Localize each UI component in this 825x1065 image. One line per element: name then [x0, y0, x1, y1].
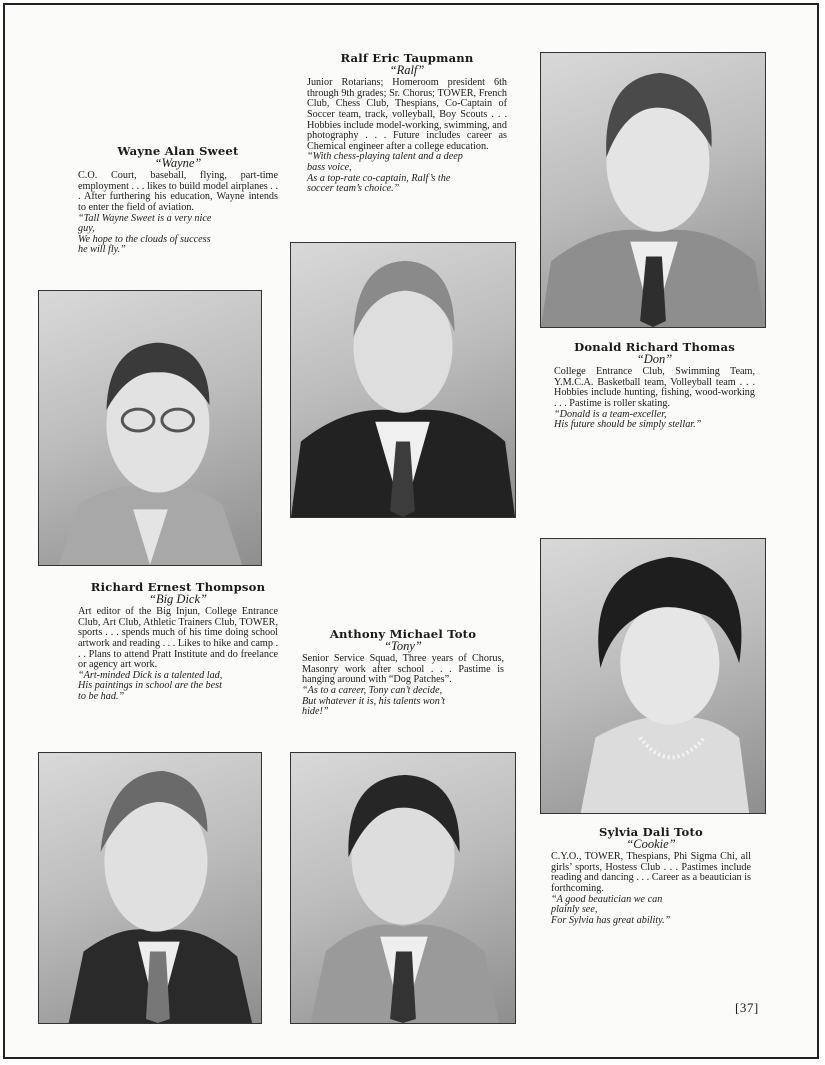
- senior-quote: “Art-minded Dick is a talented lad, His paintings in school are the best to be had.”: [78, 669, 223, 702]
- entry-wayne-sweet: [78, 146, 278, 256]
- senior-quote: “Tall Wayne Sweet is a very nice guy, We hope to the clouds of success he will fly.”: [78, 212, 212, 256]
- senior-name: Anthony Michael Toto: [329, 627, 477, 641]
- entry-ralf-taupmann: [307, 53, 507, 195]
- portrait-donald-thomas: [540, 52, 766, 328]
- senior-name: Ralf Eric Taupmann: [340, 51, 474, 65]
- portrait-ralf-taupmann: [290, 242, 516, 518]
- portrait-richard-thompson: [38, 752, 262, 1024]
- senior-activities: Senior Service Squad, Three years of Chorus, Masonry work after school . . . Pastime is hanging around with “Dog Patches”.: [302, 653, 504, 686]
- portrait-sylvia-toto: [540, 538, 766, 814]
- senior-quote: “A good beautician we can plainly see, For Sylvia has great ability.”: [551, 893, 671, 926]
- senior-name: Richard Ernest Thompson: [90, 580, 266, 594]
- portrait-wayne-sweet: [38, 290, 262, 566]
- senior-quote: “With chess-playing talent and a deep bass voice, As a top-rate co-captain, Ralf’s the soccer team’s choice.”: [307, 151, 463, 195]
- senior-activities: Junior Rotarians; Homeroom president 6th through 9th grades; Sr. Chorus; TOWER, French Club, Chess Club, Thespians, Co-Captain of Soccer team, track, volleyball, Boy Scouts . . . Hobbies include model-working, swimming, and photography . . . Future includes career as Chemical engineer after a college education.: [307, 77, 507, 152]
- senior-nickname: “Ralf”: [389, 62, 425, 77]
- senior-quote: “As to a career, Tony can’t decide, But whatever it is, his talents won’t hide!”: [302, 684, 445, 718]
- senior-activities: C.Y.O., TOWER, Thespians, Phi Sigma Chi, all girls’ sports, Hostess Club . . . Pastimes include reading and dancing . . . Career as a beautician is forthcoming.: [551, 851, 751, 894]
- page-number: [37]: [735, 1000, 759, 1015]
- senior-name: Wayne Alan Sweet: [117, 144, 239, 158]
- senior-nickname: “Tony”: [384, 638, 422, 653]
- senior-quote: “Donald is a team-exceller, His future should be simply stellar.”: [554, 408, 702, 431]
- entry-anthony-toto: [302, 629, 504, 718]
- senior-activities: C.O. Court, baseball, flying, part-time employment . . . likes to build model airplanes . . . After furthering his education, Wayne intends to enter the field of aviation.: [78, 170, 278, 213]
- entry-donald-thomas: [554, 342, 755, 431]
- entry-sylvia-toto: [551, 827, 751, 926]
- senior-activities: Art editor of the Big Injun, College Entrance Club, Art Club, Athletic Trainers Club, TOWER, sports . . . spends much of his time doing school artwork and reading . . . Likes to hike and camp . . . Plans to attend Pratt Institute and do freelance or agency art work.: [78, 606, 279, 671]
- senior-nickname: “Don”: [636, 351, 673, 366]
- senior-name: Donald Richard Thomas: [574, 340, 735, 354]
- entry-richard-thompson: [78, 582, 278, 703]
- senior-nickname: “Wayne”: [154, 155, 202, 170]
- portrait-anthony-toto: [290, 752, 516, 1024]
- senior-nickname: “Cookie”: [626, 836, 676, 851]
- senior-activities: College Entrance Club, Swimming Team, Y.M.C.A. Basketball team, Volleyball team . . . Hobbies include hunting, fishing, wood-working . . . Pastime is roller skating.: [554, 366, 755, 409]
- senior-name: Sylvia Dali Toto: [599, 825, 703, 839]
- senior-nickname: “Big Dick”: [149, 591, 207, 606]
